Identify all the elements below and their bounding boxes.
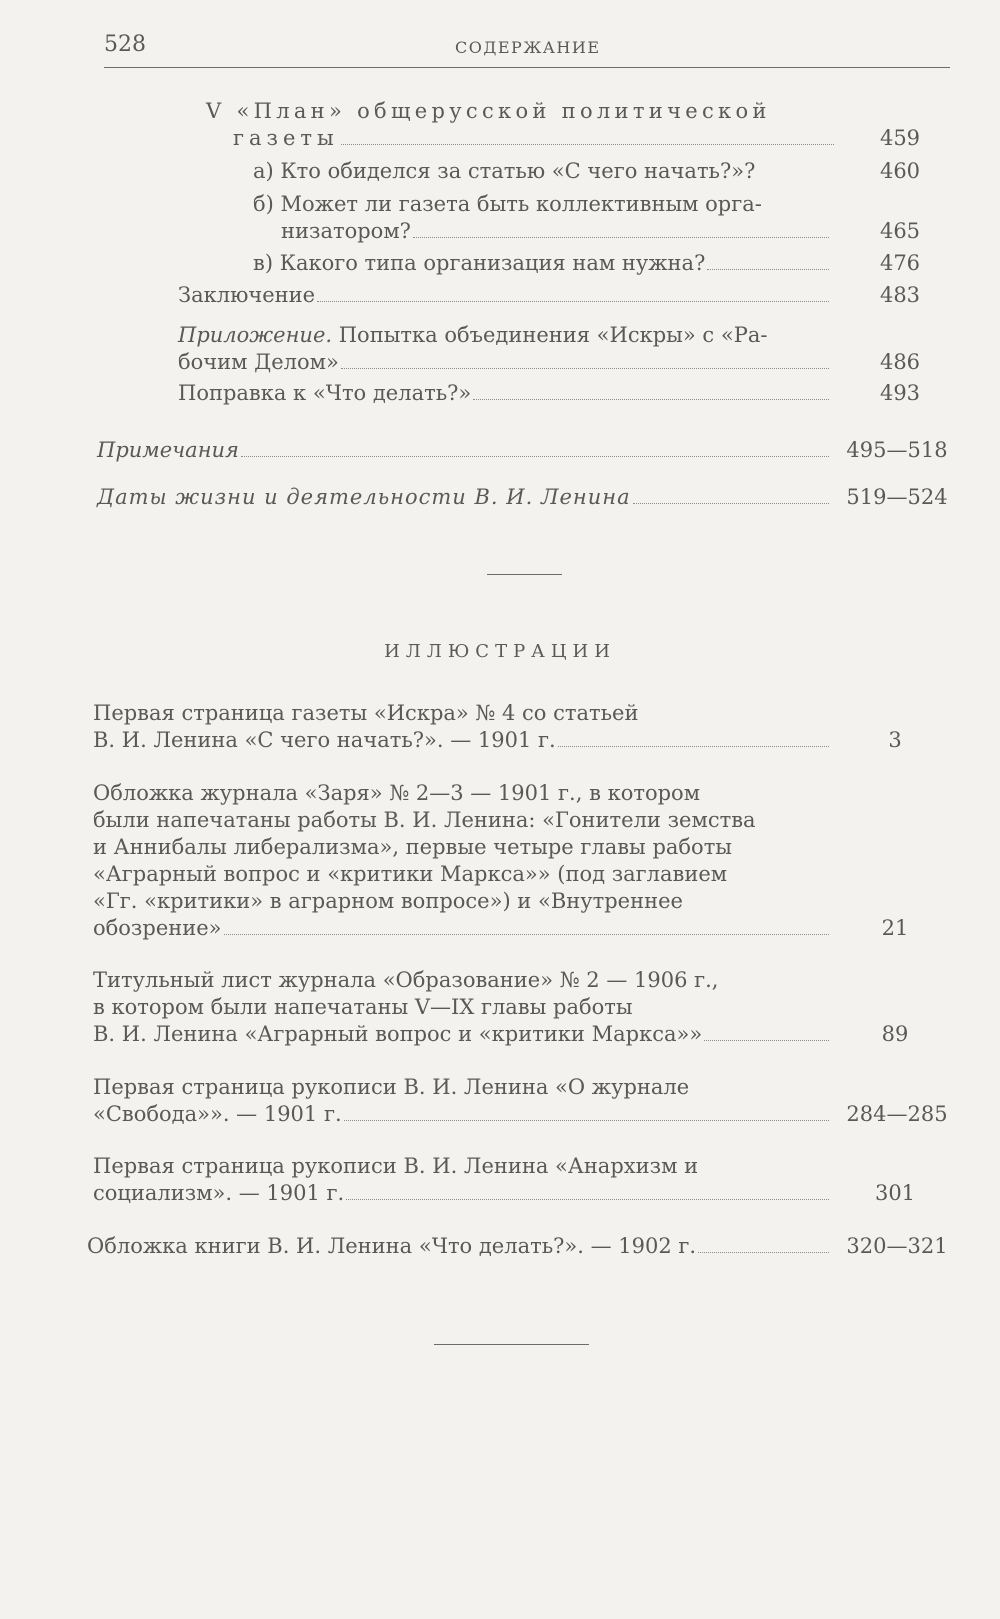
illustration-item: Обложка книги В. И. Ленина «Что делать?». — 1902 г. (87, 1233, 833, 1260)
toc-entry-notes: Примечания (97, 437, 833, 464)
leader-dots (346, 1199, 829, 1200)
toc-entry-plan: V «План» общерусской политической газеты (206, 98, 838, 152)
leader-dots (633, 503, 829, 504)
illustration-item: Титульный лист журнала «Образование» № 2 — 1906 г., в котором были напечатаны V—IX главы работы В. И. Ленина «Аграрный вопрос и «критики Маркса»» (93, 967, 833, 1048)
page-ref: 495—518 (846, 438, 948, 462)
leader-dots (224, 934, 829, 935)
page-ref: 89 (881, 1022, 909, 1046)
illustration-item: Обложка журнала «Заря» № 2—3 — 1901 г., в котором были напечатаны работы В. И. Ленина: «Гонители земства и Аннибалы либерализма», первые четыре главы работы «Аграрный вопрос и «критики Маркса»» (под заглавием «Гг. «критики» в аграрном вопросе») и «Внутреннее обозрение» (93, 780, 833, 942)
leader-dots (707, 269, 829, 270)
illustration-item: Первая страница рукописи В. И. Ленина «О журнале «Свобода»». — 1901 г. (93, 1074, 833, 1128)
page-ref: 284—285 (846, 1102, 948, 1126)
toc-entry-appendix: Приложение. Попытка объединения «Искры» с «Ра- бочим Делом» (178, 322, 838, 376)
toc-entry-a: а) Кто обиделся за статью «С чего начать?»? (253, 159, 756, 183)
illustration-item: Первая страница газеты «Искра» № 4 со статьей В. И. Ленина «С чего начать?». — 1901 г. (93, 700, 833, 754)
running-head: СОДЕРЖАНИЕ (455, 38, 601, 57)
page-ref: 519—524 (846, 485, 948, 509)
leader-dots (344, 1120, 829, 1121)
toc-entry-c: в) Какого типа организация нам нужна? (253, 250, 833, 277)
toc-entry-b: б) Может ли газета быть коллективным орга- низатором? (253, 191, 833, 245)
page-ref: 21 (881, 916, 909, 940)
page-ref: 460 (879, 159, 921, 183)
page-ref: 301 (874, 1181, 916, 1205)
leader-dots (317, 301, 829, 302)
section-divider (487, 574, 562, 575)
page-ref: 320—321 (846, 1234, 948, 1258)
illustration-item: Первая страница рукописи В. И. Ленина «Анархизм и социализм». — 1901 г. (93, 1153, 833, 1207)
leader-dots (704, 1040, 829, 1041)
toc-entry-conclusion: Заключение (178, 282, 833, 309)
page-ref: 493 (879, 381, 921, 405)
leader-dots (558, 746, 829, 747)
toc-entry-correction: Поправка к «Что делать?» (178, 380, 833, 407)
end-divider (434, 1344, 589, 1345)
leader-dots (341, 144, 834, 145)
page-ref: 476 (879, 251, 921, 275)
page-ref: 3 (888, 728, 902, 752)
page-ref: 459 (879, 126, 921, 150)
leader-dots (413, 237, 829, 238)
leader-dots (473, 399, 829, 400)
section-title: ИЛЛЮСТРАЦИИ (384, 641, 616, 662)
header-rule (104, 67, 950, 68)
leader-dots (341, 368, 829, 369)
page-ref: 486 (879, 350, 921, 374)
page-ref: 465 (879, 219, 921, 243)
toc-entry-dates: Даты жизни и деятельности В. И. Ленина (97, 484, 833, 511)
page-number: 528 (104, 32, 146, 57)
leader-dots (698, 1252, 829, 1253)
page-ref: 483 (879, 283, 921, 307)
leader-dots (241, 456, 829, 457)
